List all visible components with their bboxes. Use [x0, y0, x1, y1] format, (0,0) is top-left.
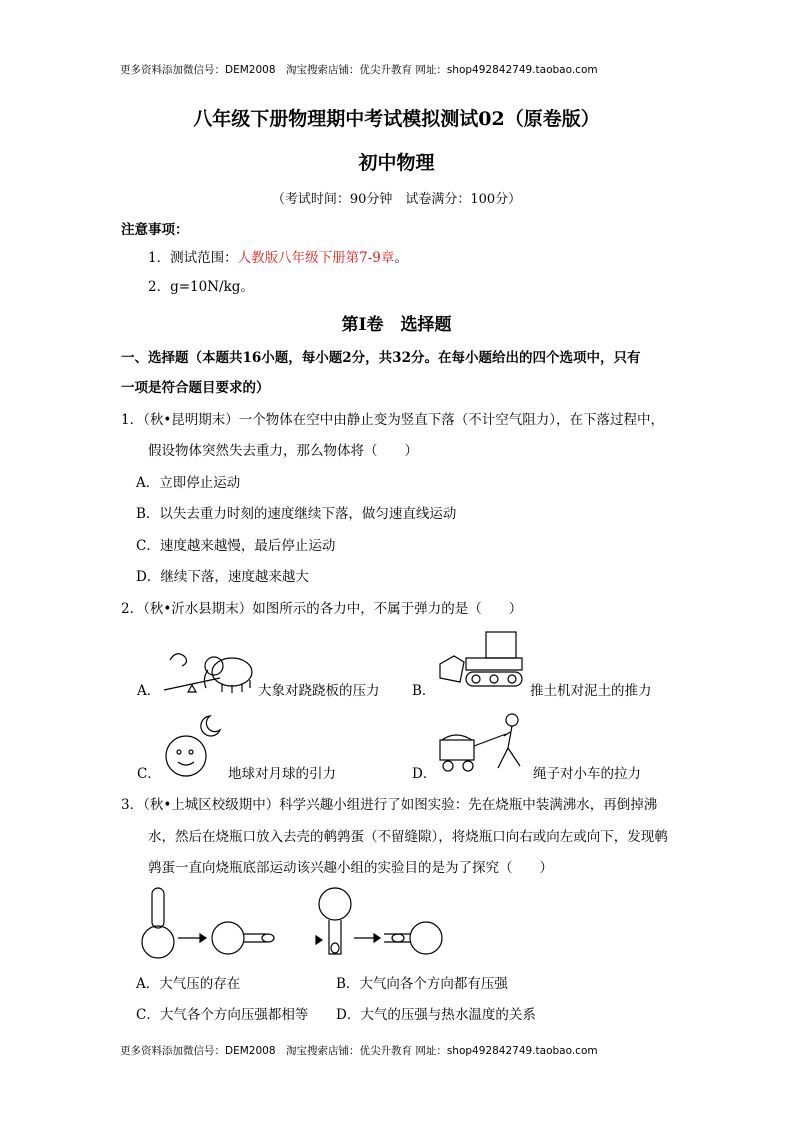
- q3-stem-line3: 鹑蛋一直向烧瓶底部运动该兴趣小组的实验目的是为了探究（ ）: [148, 860, 553, 876]
- page-title: 八年级下册物理期中考试模拟测试02（原卷版）: [193, 108, 600, 130]
- elephant-seesaw-image: [160, 640, 260, 696]
- note-1-scope: 人教版八年级下册第7-9章: [237, 250, 395, 266]
- flask-experiment-diagram: [136, 884, 466, 960]
- q3-option-b: B．大气向各个方向都有压强: [336, 976, 508, 992]
- exam-info: （考试时间：90分钟 试卷满分：100分）: [271, 192, 522, 207]
- part-heading-line1: 一、选择题（本题共16小题，每小题2分，共32分。在每小题给出的四个选项中，只有: [121, 350, 641, 366]
- q1-option-b: B．以失去重力时刻的速度继续下落，做匀速直线运动: [136, 506, 457, 522]
- q1-option-c: C．速度越来越慢，最后停止运动: [136, 538, 336, 554]
- q2-option-c-letter: C．: [137, 766, 161, 782]
- note-2: 2．g=10N/kg。: [148, 279, 254, 295]
- q1-option-a: A．立即停止运动: [136, 475, 241, 491]
- q2-option-a-text: 大象对跷跷板的压力: [258, 683, 380, 699]
- notes-heading: 注意事项：: [121, 222, 189, 238]
- q2-option-b-text: 推土机对泥土的推力: [530, 683, 652, 699]
- q1-option-d: D．继续下落，速度越来越大: [136, 569, 309, 585]
- q1-stem-line2: 假设物体突然失去重力，那么物体将（ ）: [148, 443, 418, 459]
- q3-stem-line2: 水，然后在烧瓶口放入去壳的鹌鹑蛋（不留缝隙），将烧瓶口向右或向左或向下，发现鹌: [148, 829, 668, 845]
- q2-option-d-letter: D．: [412, 766, 437, 782]
- q2-option-b-letter: B．: [412, 683, 436, 699]
- bulldozer-image: [436, 628, 528, 692]
- page-footer: 更多资料添加微信号：DEM2008 淘宝搜索店铺：优尖升教育 网址：shop492842749.taobao.com: [120, 1045, 598, 1057]
- q2-option-c-text: 地球对月球的引力: [228, 766, 336, 782]
- earth-moon-image: [160, 712, 230, 780]
- q3-stem-line1: 3．（秋•上城区校级期中）科学兴趣小组进行了如图实验：先在烧瓶中装满沸水，再倒掉沸: [121, 797, 658, 813]
- page-header: 更多资料添加微信号：DEM2008 淘宝搜索店铺：优尖升教育 网址：shop492842749.taobao.com: [120, 64, 598, 76]
- note-1-prefix: 1．测试范围：: [148, 250, 238, 266]
- q3-option-d: D．大气的压强与热水温度的关系: [336, 1007, 536, 1023]
- person-pulling-cart-image: [436, 710, 528, 778]
- q2-stem: 2．（秋•沂水县期末）如图所示的各力中，不属于弹力的是（ ）: [121, 601, 523, 617]
- section-title: 第Ⅰ卷 选择题: [341, 315, 452, 335]
- q3-option-a: A．大气压的存在: [136, 976, 241, 992]
- page-subtitle: 初中物理: [358, 152, 435, 174]
- q1-stem-line1: 1．（秋•昆明期末）一个物体在空中由静止变为竖直下落（不计空气阻力），在下落过程中，: [121, 412, 665, 428]
- note-1-suffix: 。: [394, 250, 408, 266]
- q3-option-c: C．大气各个方向压强都相等: [136, 1007, 309, 1023]
- q2-option-a-letter: A．: [137, 683, 161, 699]
- note-1: [148, 246, 408, 266]
- q2-option-d-text: 绳子对小车的拉力: [533, 766, 641, 782]
- part-heading-line2: 一项是符合题目要求的）: [121, 380, 270, 396]
